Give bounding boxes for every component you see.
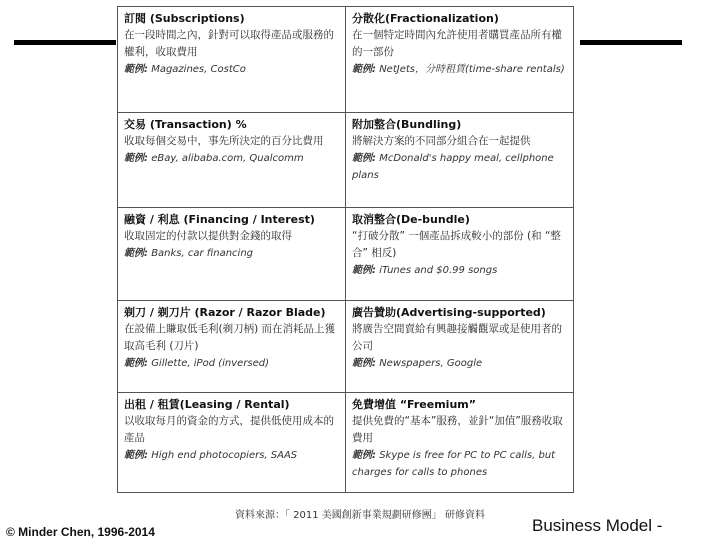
table-row — [118, 301, 574, 393]
example-text: Gillette, iPod (inversed) — [151, 358, 270, 369]
model-title: 取消整合(De-bundle) — [352, 213, 470, 226]
model-cell-right — [346, 208, 574, 301]
example-tag: 範例: — [352, 153, 376, 164]
model-cell-left — [118, 208, 346, 301]
table-row — [118, 113, 574, 208]
model-title: 分散化(Fractionalization) — [352, 12, 499, 25]
example-text: McDonald's happy meal, cellphone plans — [352, 153, 554, 181]
decorative-rule-right — [580, 40, 682, 45]
model-example — [124, 447, 339, 464]
model-title: 附加整合(Bundling) — [352, 118, 462, 131]
model-title: 剃刀 / 剃刀片 (Razor / Razor Blade) — [124, 306, 326, 319]
model-description: 在一段時間之內，針對可以取得產品或服務的權利，收取費用 — [124, 29, 334, 58]
model-cell-right — [346, 7, 574, 113]
example-tag: 範例: — [124, 358, 148, 369]
example-text: Skype is free for PC to PC calls, but charges for calls to phones — [352, 450, 556, 478]
example-tag: 範例: — [352, 265, 376, 276]
model-title: 交易 (Transaction) % — [124, 118, 247, 131]
revenue-model-table — [117, 6, 574, 493]
model-title: 融資 / 利息 (Financing / Interest) — [124, 213, 315, 226]
example-text: Magazines, CostCo — [151, 64, 246, 75]
example-tag: 範例: — [124, 248, 148, 259]
model-example — [352, 355, 567, 372]
example-text: High end photocopiers, SAAS — [151, 450, 298, 461]
copyright-footer: © Minder Chen, 1996-2014 — [6, 525, 155, 539]
model-description: 收取固定的付款以提供對金錢的取得 — [124, 230, 292, 242]
model-description: 在一個特定時間內允許使用者購買產品所有權的一部份 — [352, 29, 562, 58]
model-description: “打破分散” 一個產品拆成較小的部份 (和 “整合” 相反) — [352, 230, 561, 259]
model-title: 訂閱 (Subscriptions) — [124, 12, 245, 25]
model-cell-left — [118, 393, 346, 493]
example-text: Banks, car financing — [151, 248, 254, 259]
source-note: 資料來源：「 2011 美國創新事業規劃研修團」 研修資料 — [235, 510, 485, 521]
model-example — [124, 355, 339, 372]
table-row — [118, 7, 574, 113]
example-tag: 範例: — [124, 450, 148, 461]
example-text: NetJets，分時租賃(time-share rentals) — [379, 64, 565, 75]
model-cell-right — [346, 113, 574, 208]
table-row — [118, 208, 574, 301]
example-tag: 範例: — [124, 64, 148, 75]
model-example — [352, 447, 567, 481]
model-title: 出租 / 租賃(Leasing / Rental) — [124, 398, 290, 411]
model-cell-left — [118, 113, 346, 208]
example-tag: 範例: — [124, 153, 148, 164]
example-tag: 範例: — [352, 450, 376, 461]
model-description: 在設備上賺取低毛利(剃刀柄) 而在消耗品上獲取高毛利 (刀片) — [124, 323, 336, 352]
model-description: 以收取每月的資金的方式，提供低使用成本的產品 — [124, 415, 334, 444]
model-title: 免費增值 “Freemium” — [352, 398, 476, 411]
table-row — [118, 393, 574, 493]
model-cell-left — [118, 7, 346, 113]
model-example — [352, 150, 567, 184]
model-description: 收取每個交易中，事先所決定的百分比費用 — [124, 135, 324, 147]
slide-title-footer: Business Model - — [532, 516, 663, 535]
model-description: 將廣告空間賣給有興趣接觸觀眾或是使用者的公司 — [352, 323, 562, 352]
model-example — [352, 262, 567, 279]
example-tag: 範例: — [352, 64, 376, 75]
revenue-model-table-image — [117, 6, 573, 493]
model-description: 提供免費的“基本”服務，並針“加值”服務收取費用 — [352, 415, 563, 444]
decorative-rule-left — [14, 40, 116, 45]
model-example — [124, 150, 339, 167]
model-cell-right — [346, 393, 574, 493]
model-example — [124, 245, 339, 262]
model-example — [352, 61, 567, 78]
model-cell-right — [346, 301, 574, 393]
example-text: eBay, alibaba.com, Qualcomm — [151, 153, 304, 164]
model-title: 廣告贊助(Advertising-supported) — [352, 306, 546, 319]
example-text: Newspapers, Google — [379, 358, 483, 369]
example-tag: 範例: — [352, 358, 376, 369]
model-description: 將解決方案的不同部分組合在一起提供 — [352, 135, 531, 147]
example-text: iTunes and $0.99 songs — [379, 265, 498, 276]
model-cell-left — [118, 301, 346, 393]
model-example — [124, 61, 339, 78]
